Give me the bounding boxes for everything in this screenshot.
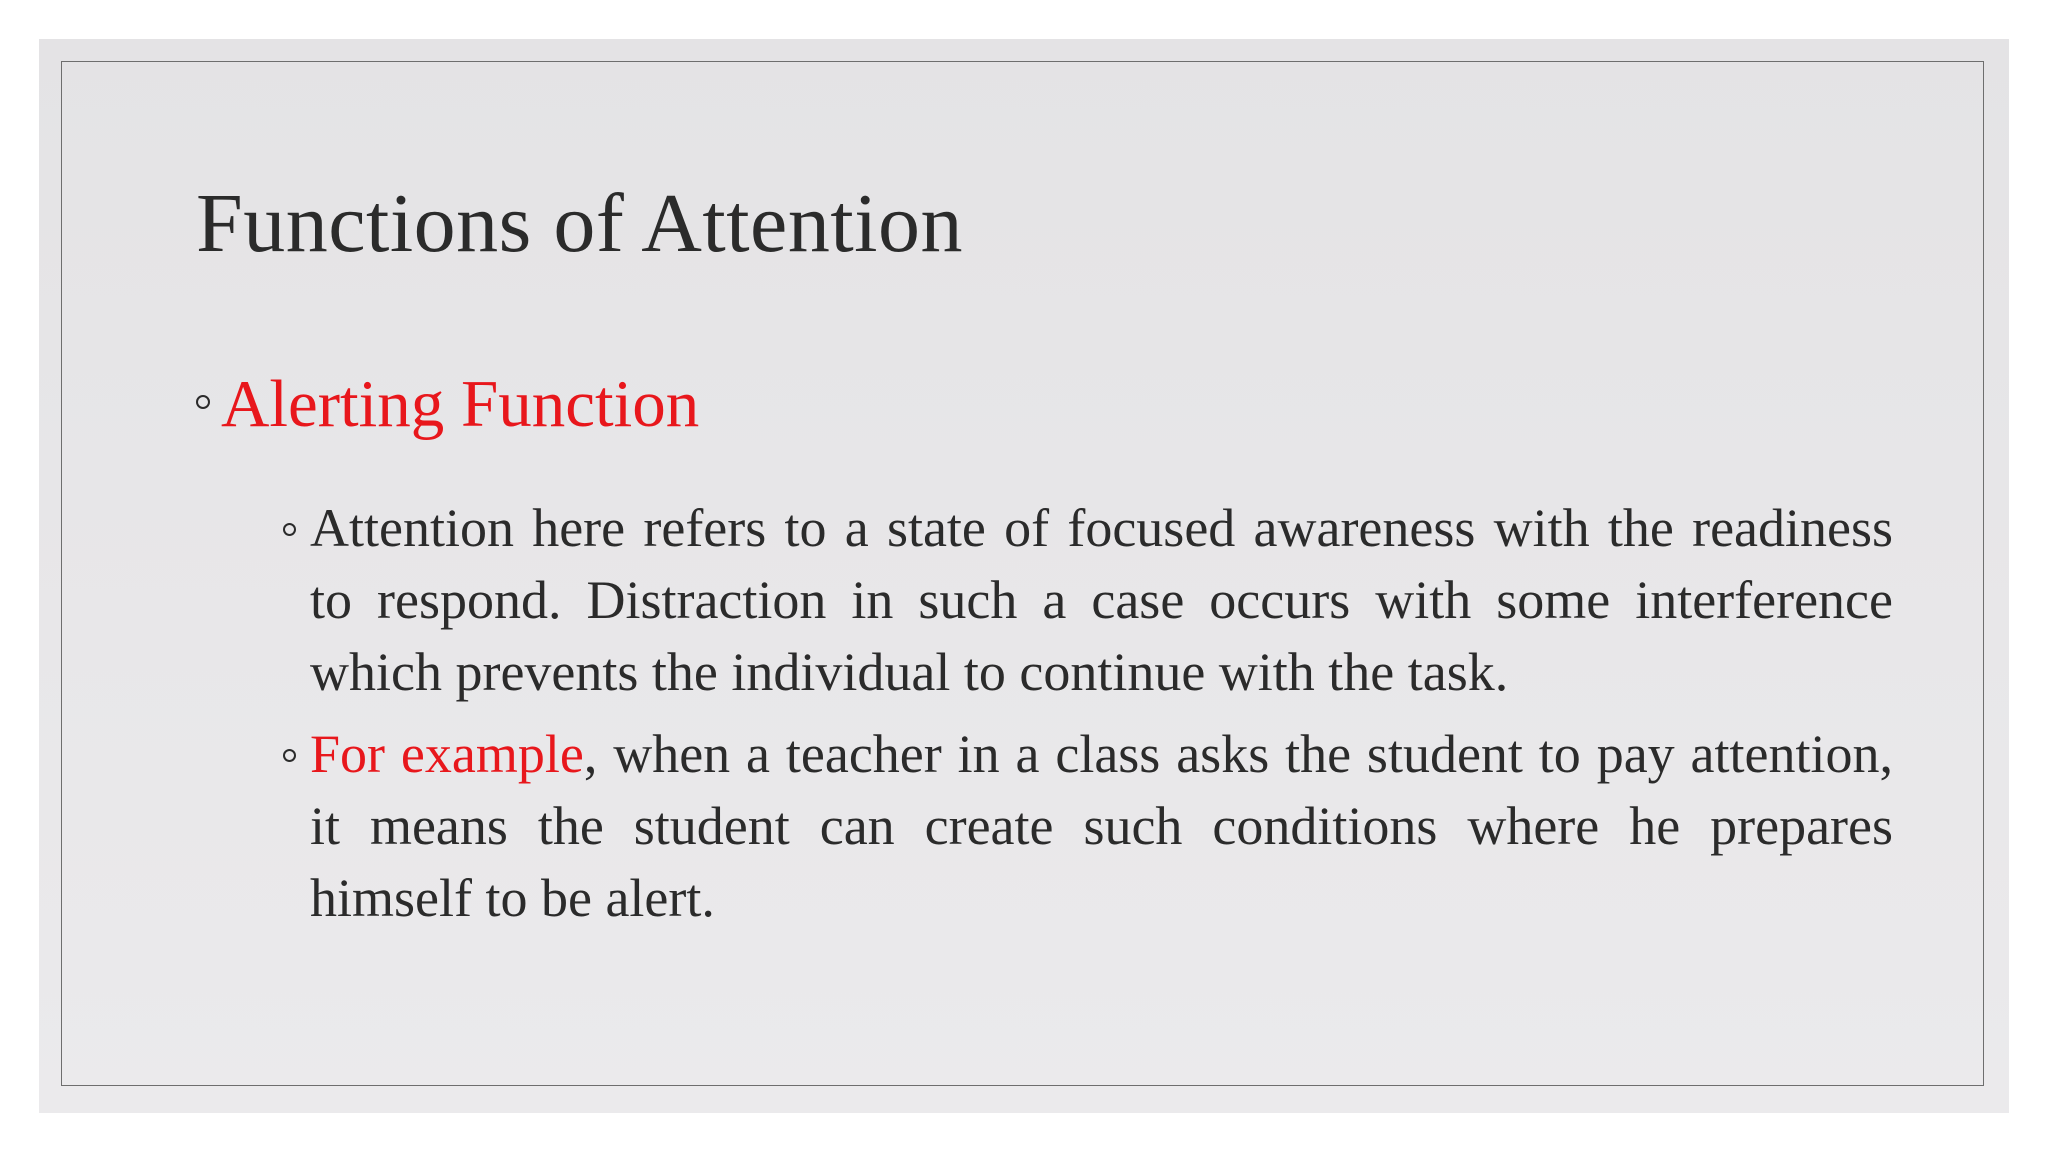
sub-point-text: Attention here refers to a state of focused awareness with the readiness to respond. Distraction in such a case occurs with some interference which prevents the individual to continue with the task. [310, 498, 1893, 702]
sub-point-example [310, 718, 1893, 934]
hollow-circle-bullet-icon [196, 395, 210, 409]
sub-point-text: , when a teacher in a class asks the student to pay attention, it means the student can create such conditions where he prepares himself to be alert. [310, 724, 1893, 928]
hollow-circle-bullet-icon [283, 523, 296, 536]
heading-text: Alerting Function [221, 367, 700, 441]
slide-title: Functions of Attention [196, 177, 963, 270]
heading-alerting-function [196, 364, 699, 444]
sub-point-definition [310, 492, 1893, 708]
slide [39, 39, 2009, 1113]
hollow-circle-bullet-icon [283, 749, 296, 762]
example-highlight: For example [310, 724, 584, 784]
